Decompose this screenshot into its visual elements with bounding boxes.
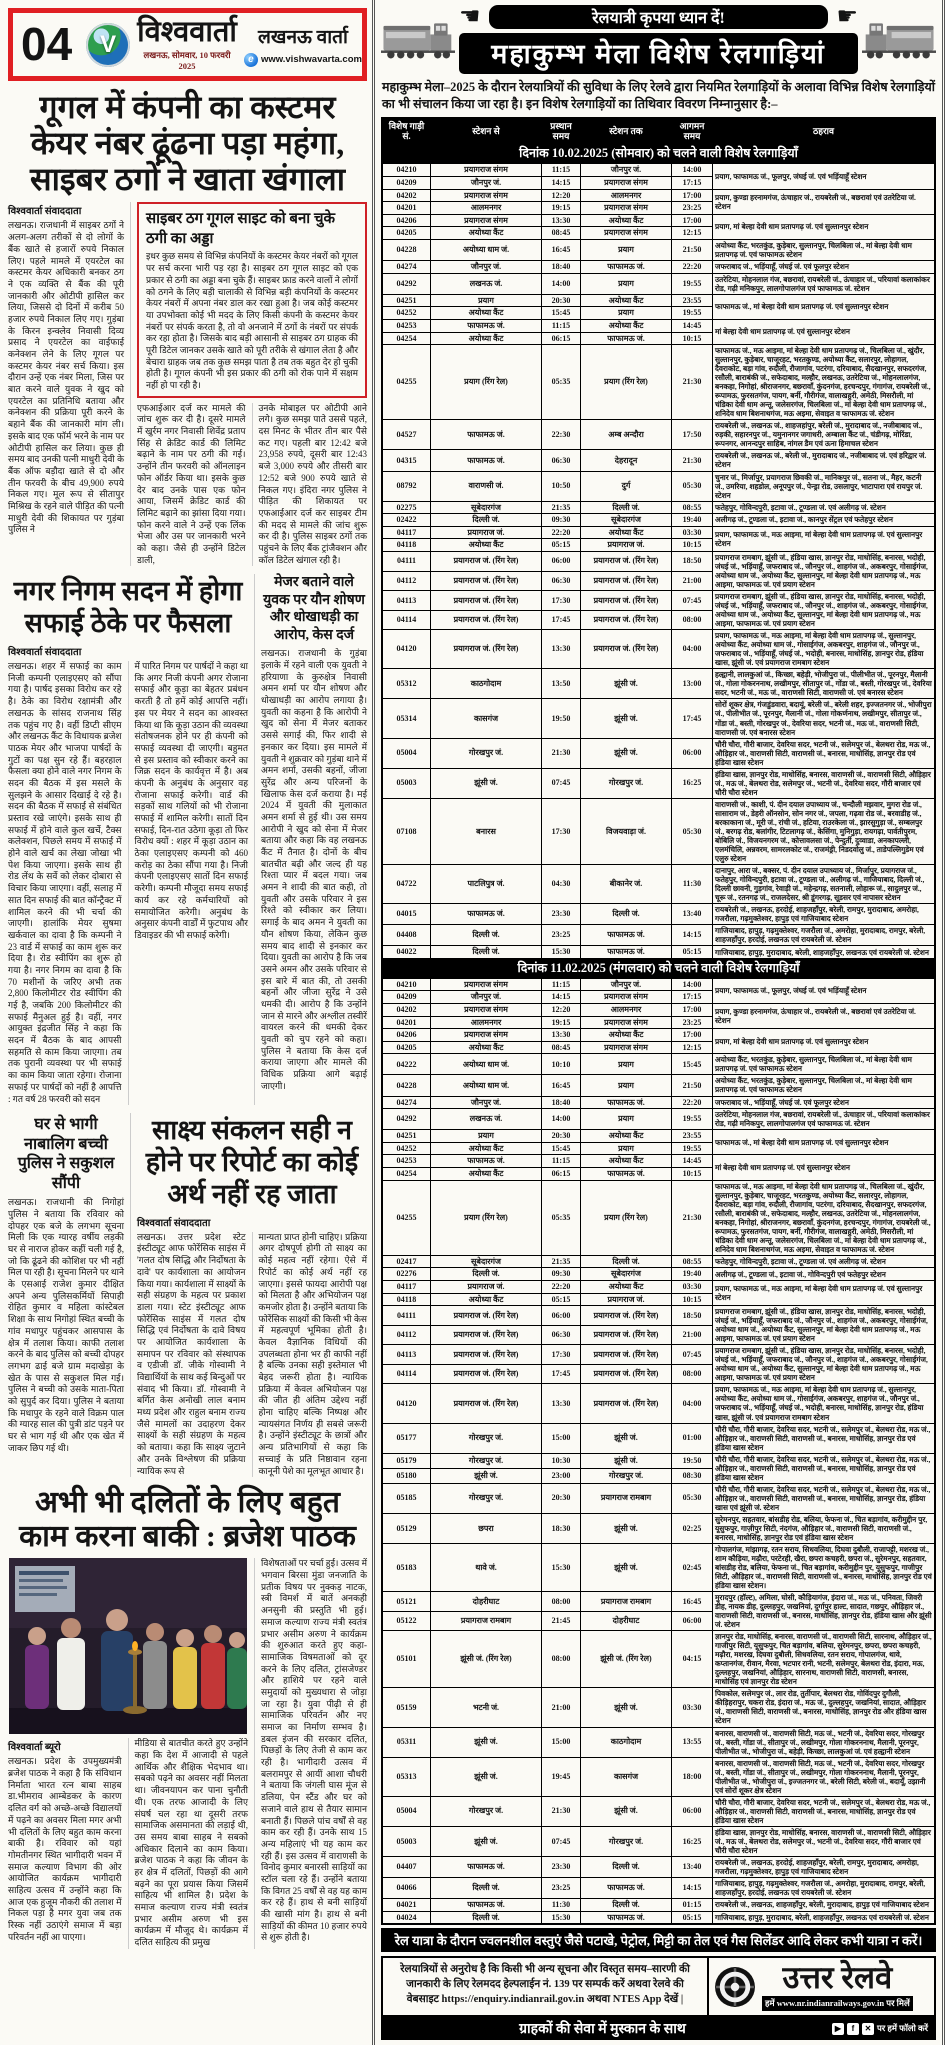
date-section-header: दिनांक 11.02.2025 (मंगलवार) को चलने वाली विशेष रेलगाड़ियाँ	[382, 958, 935, 978]
article-column: मान्यता प्राप्त होनी चाहिए। प्रक्रिया अगर दोषपूर्ण होगी तो साक्ष्य का कोई महत्व नहीं रहेगा। ऐसे में रिपोर्ट का कोई अर्थ नहीं रह जाएगा। इससे फायदा आरोपी पक्ष को मिलता है और अभियोजन पक्ष कमजोर होता है। उन्होंने बताया कि फोरेंसिक साक्ष्यों की किसी भी केस में महत्वपूर्ण भूमिका होती है। केवल वैज्ञानिक विधियों की उपलब्धता होना भर ही काफी नहीं है बल्कि उनका सही इस्तेमाल भी बेहद जरूरी होता है। न्यायिक प्रक्रिया में केवल अभियोजन पक्ष की जीत ही अंतिम उद्देश्य नहीं होना चाहिए बल्कि निष्पक्ष और न्यायसंगत निर्णय ही सबसे जरूरी है। उन्होंने इंस्टीट्यूट के छात्रों और अन्य प्रतिभागियों से कहा कि सच्चाई के प्रति निष्ठावान रहना कानूनी पेशे का मूलभूत आधार है।	[252, 1232, 368, 1477]
train-row: 04118 अयोध्या कैंट 05:15 प्रयागराज जं. 10:15	[382, 1293, 935, 1306]
train-row: 05180 झूंसी जं. 23:00 गोरखपुर जं. 08:30	[382, 1468, 935, 1483]
train-row: 04205 अयोध्या कैंट 08:45 प्रयागराज संगम 12:15	[382, 227, 935, 240]
train-row: 04255 प्रयाग (रिंग रेल) 05:35 प्रयाग (रिंग रेल) 21:30 फाफामऊ जं., मऊ आइमा, मां बेल्हा देवी धाम प्रतापगढ़ जं., चिलबिला जं., खुंदौर, सुल्तानपुर, कुड़ेबार, चाजूरहट, भरतकुण्ड, अयोध्या कैंट, सलारपुर, लोहागल, दैवराकोट, बड़ा गांव, रुदौली, रौजागांव, पटरंगा, दरियाबाद, सैदखानपुर, सफदरगंज, रसौली, बाराबंकी जं., सफेदाबाद, मल्हौर, लखनऊ, उतरेटिया जं., मोहनलालगंज, बनकहा, निगोहां, श्रीराजनगर, बछरावाँ, कुंदनगंज, हरचन्दपुर, गंगागंज, रायबरेली जं., रूपामऊ, फुरसतगंज, पायग, बर्नी, गौरीगंज, वालाखहुरी, अमेठी, मिसरौली, मां चंडिका देवी धाम अन्तू, जलेसरगंज, चिलबिला जं., मां बेल्हा देवी धाम प्रतापगढ़ जं., शनिदेव धाम बिशनाथगंज, मऊ अइमा, सेवाइत व फाफामऊ जं. स्टेशन	[382, 1180, 935, 1255]
rail-intro-text: महाकुम्भ मेला–2025 के दौरान रेलयात्रियों की सुविधा के लिए रेलवे द्वारा नियमित रेलगाड़ियों के अलावा विभिन्न विशेष रेलगाड़ियों का भी संचालन किया जा रहा है। इन विशेष रेलगाड़ियों का तिथिवार विवरण निम्नानुसार है:–	[382, 80, 935, 111]
train-row: 04112 प्रयागराज जं. (रिंग रेल) 06:30 प्रयागराज जं. (रिंग रेल) 21:00	[382, 1325, 935, 1345]
rail-table	[381, 117, 936, 1925]
train-row: 02275 सूबेदारगंज 21:35 दिल्ली जं. 08:55 फतेहपुर, गोविन्दपुरी, इटावा जं., टूण्डला जं. एवं अलीगढ़ जं. स्टेशन	[382, 501, 935, 514]
train-row: 04112 प्रयागराज जं. (रिंग रेल) 06:30 प्रयागराज जं. (रिंग रेल) 21:00	[382, 571, 935, 591]
train-row: 07108 बनारस 17:30 विजयवाड़ा जं. 05:30 वाराणसी जं., काशी, पं. दीन दयाल उपाध्याय जं., चन्दौली मझवार, मुगरा रोड जं., सासाराम जं., डेहरी ऑनसोन, सोन नगर जं., जपला, गढ़वा रोड जं., बरवाडीह जं., बरकाकाना जं., मूरी जं., रांची जं., हटिया, राउरकेला जं., झारसुगुड़ा जं., सम्बलपुर जं., बरगढ़ रोड, बलांगीर, टिटलागढ़ जं., केसिंगा, मुनिगुड़ा, रायगढ़ा, पार्वतीपुरम, बोबिलि जं., विजयनगरम जं., कोत्तावलसा जं., पेन्दुर्ती, दुव्वाडा, अनकापल्ली, एलमंचिलि, अन्नवरम, सामरलकोट जं., राजमंड्री, निडदवोलु जं., ताडेपल्लिगुडेम एवं एलुरु स्टेशन	[382, 798, 935, 864]
train-row: 04024 दिल्ली जं. 15:30 फाफामऊ जं. 05:15 गाजियाबाद, हापुड़, मुरादाबाद, बरेली, शाहजहाँपुर, लखनऊ एवं रायबरेली जं. स्टेशन	[382, 1911, 935, 1924]
facebook-icon[interactable]: f	[847, 2023, 859, 2035]
train-row: 04117 प्रयागराज जं. 22:20 अयोध्या कैंट 03:30 प्रयाग, फाफामऊ जं., मऊ आइमा, मां बेल्हा देवी धाम प्रतापगढ़ जं. एवं सुल्तानपुर स्टेशन	[382, 526, 935, 539]
train-row: 05101 झूंसी जं. (रिंग रेल) 08:00 झूंसी जं. (रिंग रेल) 04:15 ज्ञानपुर रोड, माधोसिंह, बनारस, वाराणसी जं., वाराणसी सिटी, सारनाथ, औड़िहार जं., गाजीपुर सिटी, यूसुफपुर, चित बड़ागांव, बलिया, सुरेमनपुर, छपरा, छपरा कचहरी, मढ़ौरा, मशरख, दिघवा दुबौली, सिधवलिया, रतन सराय, गोपालगंज, थावे, कप्तानगंज, रीवान, मैरवा, भटपार रानी, भटनी, सलेमपुर, बेलथरा रोड, इंदारा, मऊ, दुल्लहपुर, जखनियां, औड़िहार, सारनाथ, वाराणसी सिटी, वाराणसी, बनारस, माधोसिंह एवं ज्ञानपुर रोड स्टेशन	[382, 1631, 935, 1688]
train-row: 04253 फाफामऊ जं. 11:15 अयोध्या कैंट 14:45 मां बेल्हा देवी धाम प्रतापगढ़ जं. एवं सुल्तानपुर स्टेशन	[382, 1155, 935, 1168]
right-pointing-hand-icon: ☛	[836, 4, 858, 30]
article-nagar-nigam	[8, 574, 248, 1105]
article-column: में पारित निगम पर पार्षदों ने कहा था कि अगर निजी कंपनी अगर रोजाना सफाई और कूड़ा का बेहतर प्रबंधन करती है तो हमें कोई आपत्ति नहीं। इस पर मेयर ने सदन का आश्वस्त किया था कि कूड़ा उठान की व्यवस्था संतोषजनक होने पर ही कंपनी को सफाई व्यवस्था दी जाएगी। बहुमत से इस प्रस्ताव को स्वीकार करने का जिक्र सदन के कार्यवृत्त में है। अब कंपनी के अनुबंध के अनुसार वह रोजाना सफाई करेगी। वार्ड की सड़कों साथ गलियों को भी रोजाना सफाई में शामिल करेगी। सातों दिन सफाई, दिन-रात उठेगा कूड़ा तो फिर विरोध क्यों : शहर में कूड़ा उठान का ठेका एलाइएसए कम्पनी को 460 करोड़ का ठेका सौंपा गया है। निजी कंपनी एलाइएसए सातों दिन सफाई करेगी। कम्पनी मौजूदा समय सफाई कार्य कर रहे कर्मचारियों को समायोजित करेगी। अनुबंध के अनुसार कंपनी वार्डों में फुटपाथ और डिवाइडर की भी सफाई करेगी।	[128, 661, 249, 1105]
train-row: 04209 जौनपुर जं. 14:15 प्रयागराज संगम 17:15	[382, 991, 935, 1004]
column-header: विशेष गाड़ी सं.	[382, 118, 431, 144]
article-minor-girl	[8, 1113, 124, 1477]
train-row: 04120 प्रयागराज जं. (रिंग रेल) 13:30 प्रयागराज जं. (रिंग रेल) 04:00 प्रयाग, फाफामऊ जं., मऊ आइमा, मां बेल्हा देवी धाम प्रतापगढ़ जं., सुल्तानपुर, अयोध्या कैंट, अयोध्या धाम जं., गोसाईगंज, अकबरपुर, शाहगंज जं., जौनपुर जं., जफराबाद जं., भड़िंयाहूँ, जंघई जं., भदोही, बनारस, माधोसिंह, ज्ञानपुर रोड, हंडिया खास, झूंसी जं. एवं प्रयागराज रामबाग स्टेशन	[382, 630, 935, 669]
date-section-row	[382, 144, 935, 164]
train-row: 04022 दिल्ली जं. 15:30 फाफामऊ जं. 05:15 गाजियाबाद, हापुड़, मुरादाबाद, बरेली, शाहजहाँपुर, लखनऊ एवं रायबरेली जं. स्टेशन	[382, 946, 935, 959]
train-row: 04206 प्रयागराज संगम 13:30 अयोध्या कैंट 17:00 प्रयाग, मां बेल्हा देवी धाम प्रतापगढ़ जं. एवं सुल्तानपुर स्टेशन	[382, 1029, 935, 1042]
train-row: 04254 अयोध्या कैंट 06:15 फाफामऊ जं. 10:15	[382, 1167, 935, 1180]
article-cyber-fraud	[8, 90, 367, 566]
train-row: 04021 फाफामऊ जं. 11:30 दिल्ली जं. 01:15 रायबरेली जं., लखनऊ, शाहजहाँपुर, बरेली, मुरादाबाद, हापुड़ एवं गाजियाबाद स्टेशन	[382, 1899, 935, 1912]
youtube-icon[interactable]: ▶	[832, 2023, 844, 2035]
train-row: 04111 प्रयागराज जं. (रिंग रेल) 06:00 प्रयागराज जं. (रिंग रेल) 18:50 प्रयागराज रामबाग, झूंसी जं., हंडिया खास, ज्ञानपुर रोड, माधोसिंह, बनारस, भदोही, जंघई जं., भड़िंयाहूँ, जफराबाद जं., जौनपुर जं., शाहगंज जं., अकबरपुर, गोसाईगंज, अयोध्या धाम जं., अयोध्या कैंट, सुल्तानपुर, मां बेल्हा देवी धाम प्रतापगढ़ जं., मऊ आइमा, फाफामऊ जं. एवं प्रयाग स्टेशन	[382, 1306, 935, 1326]
article-major-fraud	[254, 574, 367, 1105]
train-row: 04118 अयोध्या कैंट 05:15 प्रयागराज जं. 10:15	[382, 539, 935, 552]
railway-notice-section	[372, 0, 942, 2045]
date-section-header: दिनांक 10.02.2025 (सोमवार) को चलने वाली विशेष रेलगाड़ियाँ	[382, 144, 935, 164]
train-image-icon	[381, 17, 455, 63]
rail-notice-bar: रेलयात्री कृपया ध्यान दें!	[489, 5, 829, 29]
train-row: 04117 प्रयागराज जं. 22:20 अयोध्या कैंट 03:30 प्रयाग, फाफामऊ जं., मऊ आइमा, मां बेल्हा देवी धाम प्रतापगढ़ जं. एवं सुल्तानपुर स्टेशन	[382, 1280, 935, 1293]
rail-footer-tagline-bar	[381, 2017, 936, 2040]
edition-name: लखनऊ वार्ता	[258, 26, 348, 48]
train-row: 05122 प्रयागराज रामबाग 21:45 दोहरीघाट 06:00	[382, 1611, 935, 1631]
train-row: 05183 थावे जं. 15:30 झूंसी जं. 02:45 गोपालगंज, मांझागढ़, रतन सराय, सिधवलिया, दिघवा दुबौली, राजापट्टी, मशरख जं., शाम कौड़िया, मढ़ौरा, परटेरही, खैरा, छपरा कचहरी, छपरा जं., सुरेमनपुर, सहतवार, बांसडीह रोड, बलिया, फेफना जं., चित बड़ागांव, करीमुद्दीन पुर, यूसुफपुर, गाजीपुर सिटी, औड़िहार जं., वाराणसी सिटी, वाराणसी जं., बनारस, माधोसिंह, ज्ञानपुर रोड एवं हंडिया खास स्टेशन।	[382, 1543, 935, 1591]
article-headline: अभी भी दलितों के लिए बहुत काम करना बाकी : ब्रजेश पाठक	[19, 1486, 356, 1553]
train-row: 05003 झूंसी जं. 07:45 गोरखपुर जं. 16:25 हंडिया खास, ज्ञानपुर रोड, माधोसिंह, बनारस, वाराणसी जं., वाराणसी सिटी, औड़िहार जं., मऊ जं., बेलथरा रोड, सलेमपुर जं., भटनी जं., देवरिया सदर, गौरी बाजार एवं चौरी चौरा स्टेशन	[382, 1826, 935, 1856]
article-column: लखनऊ। शहर में सफाई का काम निजी कम्पनी एलाइएसए को सौंपा गया है। पार्षद इसका विरोध कर रहे है। ठेके का विरोध रक्षामंत्री और लखनऊ के सांसद राजनाथ सिंह तक पहुंच गए है। वहीं डिप्टी सीएम और लखनऊ कैंट के विधायक ब्रजेश पाठक मेयर और भाजपा पार्षदों के गुटों का पक्ष सुन रहे हैं। बहरहाल फैसला क्या होने वाले नगर निगम के सदन की बैठक में इस मसले के सुलझने के आसार दिखाई दे रहे है। सदन की बैठक में सफाई से संबंधित प्रस्ताव रखे जाएंगे। इसके साथ ही सफाई में होने वाले कुल खर्चे, टैक्स कलेक्शन, पिछले समय में सफाई में होने वाले खर्च का लेखा जोखा भी पेश किया जाएगा। इसके साथ ही रोड लेंथ के सर्वे को लेकर दोबारा से विचार किया जाएगा। वहीं, सलाह में सात दिन सफाई की बात कॉन्ट्रैक्ट में शामिल करने की भी चर्चा की जाएगी। हालांकि मेयर सुषमा खर्कवाल का दावा है कि कम्पनी ने 23 वार्ड में सफाई का काम शुरू कर दिया है। रोड स्वीपिंग का शुरू हो गया है। नगर निगम का दावा है कि 70 मशीनों के जरिए अभी तक 2,800 किलोमीटर रोड स्वीपिंग की गई है, जबकि 200 किलोमीटर की सफाई मैनुअल हुई है। वहीं, नगर आयुक्त इंद्रजीत सिंह ने कहा कि सदन में बैठक के बाद आपसी सहमति से काम किया जाएगा। तब तक पुरानी व्यवस्था पर भी सफाई का काम किया जाता रहेगा। रोजाना सफाई पर पार्षदों को नहीं है आपत्ति : गत वर्ष 28 फरवरी को सदन	[8, 661, 122, 1104]
train-row: 04201 आलमनगर 19:15 प्रयागराज संगम 23:25	[382, 202, 935, 215]
train-row: 04228 अयोध्या धाम जं. 16:45 प्रयाग 21:50 अयोध्या कैंट, भरतकुंड, कुड़ेबार, सुल्तानपुर, चिलबिला जं., मां बेल्हा देवी धाम प्रतापगढ़ जं. एवं फाफामऊ स्टेशन	[382, 240, 935, 261]
train-row: 04274 जौनपुर जं. 18:40 फाफामऊ जं. 22:20 जफराबाद जं., भड़िंयाहूँ, जंघई जं. एवं फूलपुर स्टेशन	[382, 261, 935, 274]
paper-name: विश्ववार्ता	[137, 16, 237, 48]
train-row: 04722 पाटलिपुत्र जं. 04:30 बीकानेर जं. 11:30 दानापुर, आरा जं., बक्सर, पं. दीन दयाल उपाध्याय जं., मिर्जापुर, प्रयागराज जं., फतेहपुर, गोविन्दपुरी, इटावा जं., टूण्डला जं., अलीगढ़ जं., गाजियाबाद, दिल्ली जं., दिल्ली छावनी, गुड़गांव, रेवाड़ी जं., महेन्द्रगढ़, सतनाली, लोहारू जं., सादुलपुर जं., चूरू जं., रतनगढ़ जं., राजलदेसर, श्री डूंगरगढ़, सूडसर एवं नापासर स्टेशन	[382, 864, 935, 903]
left-pointing-hand-icon: ☚	[459, 4, 481, 30]
train-row: 05312 काठगोदाम 13:50 झूंसी जं. 13:00 हल्द्वानी, लालकुआं जं., किच्छा, बहेड़ी, भोजीपुरा जं., पीलीभीत जं., पूरनपुर, मैलानी जं., गोला गोकरननाथ, लखीमपुर, सीतापुर जं., गोंडा जं., बस्ती, गोरखपुर जं., देवरिया सदर, भटनी जं., मऊ जं., वाराणसी सिटी, वाराणसी जं. एवं बनारस स्टेशन	[382, 669, 935, 699]
article-forensic	[130, 1113, 367, 1477]
rail-footer-note: रेलयात्रियों से अनुरोध है कि किसी भी अन्य सूचना और विस्तृत समय–सारणी की जानकारी के लिए रेलमदद हेल्पलाईन नं. 139 पर सम्पर्क करें अथवा रेलवे की वेबसाइट https://enquiry.indianrail.gov.in अथवा NTES App देखें |	[383, 1958, 709, 2015]
train-row: 04202 प्रयागराज संगम 12:20 आलमनगर 17:00 प्रयाग, कुण्डा हरनामगंज, ऊंचाहार जं., रायबरेली जं., बछरावां एवं उतरेटिया जं. स्टेशन	[382, 189, 935, 202]
train-row: 05313 झूंसी जं. 19:45 कासगंज 18:00 बनारस, वाराणसी जं., वाराणसी सिटी, मऊ जं., भटनी जं., देवरिया सदर, गोरखपुर जं., बस्ती, गोंडा जं., सीतापुर जं., लखीमपुर, गोला गोकरननाथ, मैलानी, पूरनपुर, पीलीभीत जं., भोजीपुरा जं., इज्जतनगर जं., बरेली सिटी, बरेली जं., बदायूँ, उझानी एवं सोरों शूकर क्षेत्र स्टेशन	[382, 1757, 935, 1796]
column-header: स्टेशन तक	[581, 118, 672, 144]
byline: विश्ववार्ता ब्यूरो	[8, 1742, 61, 1754]
train-image-icon	[862, 17, 936, 63]
train-row: 04527 फाफामऊ जं. 22:30 अम्ब अन्दौरा 17:50 रायबरेली जं., लखनऊ जं., शाहजहांपुर, बरेली जं., मुरादाबाद जं., नजीबाबाद जं., रुड़की, सहारनपुर जं., यमुनानगर जगाधरी, अम्बाला कैंट जं., चंडीगढ़, मोरिंडा, रूपनगर, आनन्दपुर साहिब, नांगल डैम एवं ऊना हिमाचल स्टेशन	[382, 420, 935, 450]
masthead	[8, 8, 367, 81]
train-row: 04202 प्रयागराज संगम 12:20 आलमनगर 17:00 प्रयाग, कुण्डा हरनामगंज, ऊंचाहार जं., रायबरेली जं., बछरावां एवं उतरेटिया जं. स्टेशन	[382, 1004, 935, 1017]
article-body: लखनऊ। राजधानी की निगोहां पुलिस ने बताया कि रविवार को दोपहर एक बजे के लगभग सूचना मिली कि एक ग्यारह वर्षीय लड़की घर से नाराज होकर कहीं चली गई है, जो कि ढूंढने की कोशिश पर भी नहीं मिल पा रही है। सूचना मिलने पर थाने के एसआई राजेश कुमार दीक्षित अपने अन्य पुलिसकर्मियों सिपाही रोहित कुमार व महिला कांस्टेबल शिक्षा के साथ निगोहां स्थित बच्ची के गांव मधापुर पहुंचकर आसपास के क्षेत्र में तलाश किया। काफी तलाश करने के बाद पुलिस को बच्ची दोपहर लगभग ढाई बजे ग्राम मदाखेड़ा के खेत के पास से सकुशल मिल गई। पुलिस ने बच्ची को उसके माता-पिता को सुपुर्द कर दिया। पुलिस ने बताया कि मधापुर के रहने वाले विक्रम पाल की ग्यारह साल की पुत्री डांट पड़ने पर घर से भाग गई थी और एक खेत में जाकर छिप गई थी।	[8, 1197, 124, 1453]
article-column: लखनऊ। राजधानी में साइबर ठगों ने अलग-अलग तरीकों से दो लोगों के बैंक खाते से हजारों रुपये निकाल लिए। पहले मामले में एयरटेल का कस्टमर केयर अधिकारी बनकर ठग ने एक व्यक्ति से बैंक की पूरी जानकारी और ओटीपी हासिल कर लिया, जिससे दो दिनों में करीब 50 हजार रुपये निकाल लिए गए। गुड़ंबा के किरन इन्क्लेव निवासी दिव्य प्रसाद ने एयरटेल का वाईफाई कनेक्शन लेने के लिए गूगल पर कस्टमर केयर नंबर सर्च किया। इस दौरान उन्हें एक नंबर मिला, जिस पर बात करने वाले युवक ने खुद को एयरटेल का प्रतिनिधि बताया और कनेक्शन की प्रक्रिया पूरी करने के बहाने बैंक की जानकारी मांग ली। इसके बाद एक फॉर्म भरने के नाम पर ओटीपी हासिल कर लिया। कुछ ही समय बाद उनकी पत्नी माधुरी देवी के बैंक ऑफ बड़ौदा खाते से दो और तीन फरवरी के बीच 49,900 रुपये निकल गए। मूल रूप से सीतापुर मिश्रिख के रहने वाले पीड़ित की पत्नी माधुरी देवी की शिकायत पर गुड़ंबा पुलिस ने	[8, 220, 124, 535]
train-row: 04206 प्रयागराज संगम 13:30 अयोध्या कैंट 17:00 प्रयाग, मां बेल्हा देवी धाम प्रतापगढ़ जं. एवं सुल्तानपुर स्टेशन	[382, 214, 935, 227]
byline: विश्ववार्ता संवाददाता	[8, 206, 82, 218]
newspaper-left-section	[0, 0, 372, 2045]
train-row: 04113 प्रयागराज जं. (रिंग रेल) 17:30 प्रयागराज जं. (रिंग रेल) 07:45 प्रयागराज रामबाग, झूंसी जं., हंडिया खास, ज्ञानपुर रोड, माधोसिंह, बनारस, भदोही, जंघई जं., भड़िंयाहूँ, जफराबाद जं., जौनपुर जं., शाहगंज जं., अकबरपुर, गोसाईगंज, अयोध्या धाम जं., अयोध्या कैंट, सुल्तानपुर, मां बेल्हा देवी धाम प्रतापगढ़ जं., मऊ आइमा, फाफामऊ जं. एवं प्रयाग स्टेशन	[382, 1345, 935, 1365]
service-tagline: ग्राहकों की सेवा में मुस्कान के साथ	[519, 2022, 686, 2038]
nr-website[interactable]: हमें www.nr.indianrailways.gov.in पर मिलें	[762, 1996, 913, 2011]
byline: विश्ववार्ता संवाददाता	[8, 647, 82, 659]
train-row: 04114 प्रयागराज जं. (रिंग रेल) 17:45 प्रयागराज जं. (रिंग रेल) 08:00	[382, 610, 935, 630]
rail-footer	[381, 1956, 936, 2017]
northern-railway-name: उत्तर रेलवे	[782, 1960, 893, 1996]
highlight-box	[137, 202, 367, 397]
column-header: ठहराव	[713, 118, 936, 144]
train-row: 04113 प्रयागराज जं. (रिंग रेल) 17:30 प्रयागराज जं. (रिंग रेल) 07:45 प्रयागराज रामबाग, झूंसी जं., हंडिया खास, ज्ञानपुर रोड, माधोसिंह, बनारस, भदोही, जंघई जं., भड़िंयाहूँ, जफराबाद जं., जौनपुर जं., शाहगंज जं., अकबरपुर, गोसाईगंज, अयोध्या धाम जं., अयोध्या कैंट, सुल्तानपुर, मां बेल्हा देवी धाम प्रतापगढ़ जं., मऊ आइमा, फाफामऊ जं. एवं प्रयाग स्टेशन	[382, 591, 935, 611]
train-row: 05004 गोरखपुर जं. 21:30 झूंसी जं. 06:00 चौरी चौरा, गौरी बाजार, देवरिया सदर, भटनी जं., सलेमपुर जं., बेलथरा रोड, मऊ जं., औड़िहार जं., वाराणसी सिटी, वाराणसी जं., बनारस, माधोसिंह, ज्ञानपुर रोड एवं हंडिया खास स्टेशन	[382, 738, 935, 768]
article-column: लखनऊ। उत्तर प्रदेश स्टेट इंस्टीट्यूट आफ फोरेंसिक साइंस में 'गलत दोष सिद्धि और निर्दोषता के दावे' पर कार्यशाला का आयोजन किया गया। कार्यशाला में साक्ष्यों के सही संग्रहण के महत्व पर प्रकाश डाला गया। स्टेट इंस्टीट्यूट आफ फोरेंसिक साइंस में गलत दोष सिद्धि एवं निर्दोषता के दावे विषय पर आयोजित कार्यशाला के समापन पर रविवार को संस्थापक व एडीजी डॉ. जीके गोस्वामी ने विद्यार्थियों के साथ कई बिन्दुओं पर संवाद भी किया। डॉ. गोस्वामी ने बर्गित केस अनोखी लाल बनाम मध्य प्रदेश और राहुल बनाम राज्य जैसे मामलों का उदाहरण देकर साक्ष्यों के सही संग्रहण के महत्व को बताया। कहा कि साक्ष्य जुटाने और उनके विश्लेषण की प्रक्रिया न्यायिक रूप से	[137, 1231, 246, 1476]
train-row: 04222 अयोध्या धाम जं. 10:10 प्रयाग 15:45 अयोध्या कैंट, भरतकुंड, कुड़ेबार, सुल्तानपुर, चिलबिला जं., मां बेल्हा देवी धाम प्रतापगढ़ जं. एवं फाफामऊ स्टेशन	[382, 1054, 935, 1075]
follow-text: पर हमें फॉलो करें	[876, 2023, 928, 2034]
train-row: 04209 जौनपुर जं. 14:15 प्रयागराज संगम 17:15	[382, 177, 935, 190]
rail-title-bar: महाकुम्भ मेला विशेष रेलगाड़ियां	[459, 33, 858, 74]
train-row: 04255 प्रयाग (रिंग रेल) 05:35 प्रयाग (रिंग रेल) 21:30 फाफामऊ जं., मऊ आइमा, मां बेल्हा देवी धाम प्रतापगढ़ जं., चिलबिला जं., खुंदौर, सुल्तानपुर, कुड़ेबार, चाजूरहट, भरतकुण्ड, अयोध्या कैंट, सलारपुर, लोहागल, दैवराकोट, बड़ा गांव, रुदौली, रौजागांव, पटरंगा, दरियाबाद, सैदखानपुर, सफदरगंज, रसौली, बाराबंकी जं., सफेदाबाद, मल्हौर, लखनऊ, उतरेटिया जं., मोहनलालगंज, बनकहा, निगोहां, श्रीराजनगर, बछरावाँ, कुंदनगंज, हरचन्दपुर, गंगागंज, रायबरेली जं., रूपामऊ, फुरसतगंज, पायग, बर्नी, गौरीगंज, वालाखहुरी, अमेठी, मिसरौली, मां चंडिका देवी धाम अन्तू, जलेसरगंज, चिलबिला जं., मां बेल्हा देवी धाम प्रतापगढ़ जं., शनिदेव धाम बिशनाथगंज, मऊ अइमा, सेवाइत व फाफामऊ जं. स्टेशन	[382, 345, 935, 420]
train-row: 02276 दिल्ली जं. 09:30 सूबेदारगंज 19:40 अलीगढ़ जं., टूण्डला जं., इटावा जं., गोविन्दपुरी एवं फतेहपुर स्टेशन	[382, 1268, 935, 1281]
article-headline: गूगल में कंपनी का कस्टमर केयर नंबर ढूंढना पड़ा महंगा, साइबर ठगों ने खाता खंगाला	[29, 89, 346, 197]
train-row: 05121 दोहरीघाट 08:00 प्रयागराज रामबाग 16:45 मुरादपुर (हॉल्ट), अमिला, घोसी, कौड़ियागंज, इंदारा जं., मऊ जं., पनिवता, जिवरी डीह, नायक डीह, दुल्लहपुर, जखनियां, दुर्गापुर हाल्ट, सादात, गछपुर, औड़िहार जं., वाराणसी सिटी, वाराणसी जं., बनारस, माधोसिंह, ज्ञानपुर रोड, हंडिया खास और झूंसी जं. स्टेशन	[382, 1592, 935, 1612]
train-row: 04111 प्रयागराज जं. (रिंग रेल) 06:00 प्रयागराज जं. (रिंग रेल) 18:50 प्रयागराज रामबाग, झूंसी जं., हंडिया खास, ज्ञानपुर रोड, माधोसिंह, बनारस, भदोही, जंघई जं., भड़िंयाहूँ, जफराबाद जं., जौनपुर जं., शाहगंज जं., अकबरपुर, गोसाईगंज, अयोध्या धाम जं., अयोध्या कैंट, सुल्तानपुर, मां बेल्हा देवी धाम प्रतापगढ़ जं., मऊ आइमा, फाफामऊ जं. एवं प्रयाग स्टेशन	[382, 551, 935, 571]
northern-railway-emblem-icon	[714, 1966, 756, 2008]
train-row: 05311 झूंसी जं. 15:00 काठगोदाम 13:55 बनारस, वाराणसी जं., वाराणसी सिटी, मऊ जं., भटनी जं., देवरिया सदर, गोरखपुर जं., बस्ती, गोंडा जं., सीतापुर जं., लखीमपुर, गोला गोकरननाथ, मैलानी, पूरनपुर, पीलीभीत जं., भोजीपुरा जं., बहेड़ी, किच्छा, लालकुआं जं. एवं हल्द्वानी स्टेशन	[382, 1727, 935, 1757]
train-row: 04254 अयोध्या कैंट 06:15 फाफामऊ जं. 10:15	[382, 332, 935, 345]
train-row: 02422 दिल्ली जं. 09:30 सूबेदारगंज 19:40 अलीगढ़ जं., टूण्डला जं., इटावा जं., कानपुर सेंट्रल एवं फतेहपुर स्टेशन	[382, 514, 935, 527]
train-row: 05004 गोरखपुर जं. 21:30 झूंसी जं. 06:00 चौरी चौरा, गौरी बाजार, देवरिया सदर, भटनी जं., सलेमपुर जं., बेलथरा रोड, मऊ जं., औड़िहार जं., वाराणसी सिटी, वाराणसी जं., बनारस, माधोसिंह, ज्ञानपुर रोड एवं हंडिया खास स्टेशन	[382, 1796, 935, 1826]
vishwavarta-logo-icon: V	[86, 23, 130, 67]
column-header: आगमन समय	[672, 118, 713, 144]
event-photo	[8, 1558, 248, 1734]
train-row: 04274 जौनपुर जं. 18:40 फाफामऊ जं. 22:20 जफराबाद जं., भड़िंयाहूँ, जंघई जं. एवं फूलपुर स्टेशन	[382, 1096, 935, 1109]
article-dalit	[8, 1486, 367, 1949]
page-number: 04	[21, 17, 73, 70]
rail-warning-bar: रेल यात्रा के दौरान ज्वलनशील वस्तुएं जैसे पटाखे, पेट्रोल, मिट्टी का तेल एवं गैस सिलेंडर आदि लेकर कभी यात्रा न करें।	[381, 1928, 936, 1952]
train-row: 05314 कासगंज 19:50 झूंसी जं. 17:45 सोरों शूकर क्षेत्र, गंजडुंडवारा, बदायूं, बरेली जं., बरेली शहर, इज्जतनगर जं., भोजीपुरा जं., पीलीभीत जं., पूरनपुर, मैलानी जं., गोला गोकर्णनाथ, लखीमपुर, सीतापुर जं., गोंडा जं., बस्ती, गोरखपुर जं., देवरिया सदर, भटनी जं., मऊ जं., वाराणसी सिटी, वाराणसी जं. एवं बनारस स्टेशन	[382, 699, 935, 738]
train-row: 04015 फाफामऊ जं. 23:30 दिल्ली जं. 13:40 रायबरेली जं., लखनऊ, हरदोई, शाहजहाँपुर, बरेली, रामपुर, मुरादाबाद, अमरोहा, गजरौला, गढ़मुक्तेश्वर, हापुड़ एवं गाजियाबाद स्टेशन	[382, 904, 935, 925]
train-row: 04210 प्रयागराज संगम 11:15 जौनपुर जं. 14:00 प्रयाग, फाफामऊ जं., फूलपुर, जंघई जं. एवं भड़िंयाहूँ स्टेशन	[382, 164, 935, 177]
article-headline: साक्ष्य संकलन सही न होने पर रिपोर्ट का कोई अर्थ नहीं रह जाता	[145, 1115, 359, 1209]
column-header: प्रस्थान समय	[542, 118, 581, 144]
dateline: लखनऊ, सोमवार, 10 फरवरी 2025	[143, 50, 231, 71]
train-row: 05177 गोरखपुर जं. 15:00 झूंसी जं. 01:00 चौरी चौरा, गौरी बाजार, देवरिया सदर, भटनी जं., सलेमपुर जं., बेलथरा रोड, मऊ जं., औड़िहार जं., वाराणसी सिटी, वाराणसी जं., बनारस, माधोसिंह, ज्ञानपुर रोड एवं हंडिया खास स्टेशन	[382, 1423, 935, 1453]
browser-icon: e	[244, 53, 258, 67]
train-row: 04228 अयोध्या धाम जं. 16:45 प्रयाग 21:50 अयोध्या कैंट, भरतकुंड, कुड़ेबार, सुल्तानपुर, चिलबिला जं., मां बेल्हा देवी धाम प्रतापगढ़ जं. एवं फाफामऊ स्टेशन	[382, 1075, 935, 1096]
article-column: लखनऊ। प्रदेश के उपमुख्यमंत्री ब्रजेश पाठक ने कहा है कि संविधान निर्माता भारत रत्न बाबा साहब डा.भीमराव आम्बेडकर के कारण दलित वर्ग को अच्छे-अच्छे विद्यालयों में पढ़ने का अवसर मिला मगर अभी भी दलितों के लिए बहुत काम करना बाकी है। रविवार को यहां गोमतीनगर स्थित भागीदारी भवन में समाज कल्याण विभाग की ओर आयोजित कार्यक्रम भागीदारी साहित्य उत्सव में उन्होंने कहा कि आज एक हुजूम नौकरी की तलाश में निकल पड़ा है मगर युवा जब तक रिस्क नहीं उठाएंगे समाज में बड़ा परिवर्तन नहीं आ पाएगा।	[8, 1756, 122, 1942]
train-row: 04408 दिल्ली जं. 23:25 फाफामऊ जं. 14:15 गाजियाबाद, हापुड़, गढ़मुक्तेश्वर, गजरौला जं., अमरोहा, मुरादाबाद, रामपुर, बरेली, शाहजहाँपुर, हरदोई, लखनऊ एवं रायबरेली जं. स्टेशन	[382, 925, 935, 946]
article-headline: घर से भागी नाबालिग बच्ची पुलिस ने सकुशल सौंपी	[17, 1116, 115, 1192]
rail-table-header-row	[382, 118, 935, 144]
train-row: 04251 प्रयाग 20:30 अयोध्या कैंट 23:55 फाफामऊ जं., मां बेल्हा देवी धाम प्रतापगढ़ जं. एवं सुल्तानपुर स्टेशन	[382, 1130, 935, 1143]
train-row: 04292 लखनऊ जं. 14:00 प्रयाग 19:55 उतरेटिया, मोहनलाल गंज, बछरावां, रायबरेली जं., ऊंचाहार जं., परियावां कलाकांकर रोड, गढ़ी मनिकपुर, लालगोपालगंज एवं फाफामऊ जं. स्टेशन	[382, 273, 935, 294]
train-row: 04066 दिल्ली जं. 23:25 फाफामऊ जं. 14:15 गाजियाबाद, हापुड़, गढ़मुक्तेश्वर, गजरौला जं., अमरोहा, मुरादाबाद, रामपुर, बरेली, शाहजहाँपुर, हरदोई, लखनऊ एवं रायबरेली जं. स्टेशन	[382, 1877, 935, 1898]
article-headline: मेजर बताने वाले युवक पर यौन शोषण और धोखाधड़ी का आरोप, केस दर्ज	[263, 575, 365, 643]
rail-banner	[381, 5, 936, 74]
article-column: विशेषताओं पर चर्चा हुई। उत्सव में भगवान बिरसा मुंडा जनजाति के प्रतीक विषय पर नुक्कड़ नाटक, स्त्री विमर्श में बातें अनकही अनसुनी की प्रस्तुति भी हुई। समाज कल्याण राज्य मंत्री स्वतंत्र प्रभार असीम अरुण ने कार्यक्रम की शुरुआत करते हुए कहा-सामाजिक विषमताओं को दूर करने के लिए दलित, ट्रांसजेण्डर और हाशिये पर रहने वाले समुदायों को मुख्यधारा से जोड़ा जा रहा है। युवा पीढ़ी से ही सामाजिक परिवर्तन और नए समाज का निर्माण सम्भव है। डबल इंजन की सरकार दलित, पिछड़ों के लिए तेजी से काम कर रही है। भागीदारी उत्सव में बलरामपुर से आयीं आशा चौधरी ने बताया कि जंगली घास मूंज से डलिया, पेन स्टैंड और घर को सजाने वाले हाथ से तैयार सामान बनाती हैं। पिछले पांच वर्षों से वह काम कर रही हैं। उनके साथ 15 अन्य महिलाएं भी यह काम कर रही हैं। इस उत्सव में वाराणसी के विनोद कुमार बनारसी साड़ियों का स्टॉल चला रहे हैं। उन्होंने बताया कि विगत 25 वर्षों से वह यह काम कर रहे हैं। हाथ से बनी साड़ियों की खासी मांग है। हाथ से बनी साड़ियों की कीमत 10 हजार रुपये से शुरू होती है।	[254, 1558, 367, 1948]
train-row: 04292 लखनऊ जं. 14:00 प्रयाग 19:55 उतरेटिया, मोहनलाल गंज, बछरावां, रायबरेली जं., ऊंचाहार जं., परियावां कलाकांकर रोड, गढ़ी मनिकपुर, लालगोपालगंज एवं फाफामऊ जं. स्टेशन	[382, 1109, 935, 1130]
train-row: 04210 प्रयागराज संगम 11:15 जौनपुर जं. 14:00 प्रयाग, फाफामऊ जं., फूलपुर, जंघई जं. एवं भड़िंयाहूँ स्टेशन	[382, 978, 935, 991]
highlight-box-title: साइबर ठग गूगल साइट को बना चुके ठगी का अड्डा	[146, 211, 335, 248]
article-column: एफआईआर दर्ज कर मामले की जांच शुरू कर दी है। दूसरे मामले में खुर्रम नगर निवासी शिवेंद्र प्रताप सिंह से क्रेडिट कार्ड की लिमिट बढ़ाने के नाम पर ठगी की गई। उन्होंने तीन फरवरी को ऑनलाइन फोन ऑर्डर किया था। इसके कुछ देर बाद उनके पास एक फोन आया, जिसमें क्रेडिट कार्ड की लिमिट बढ़ाने का झांसा दिया गया। फोन करने वाले ने उन्हें एक लिंक भेजा और उस पर जानकारी भरने को कहा। जैसे ही उन्होंने डिटेल डाली,	[137, 402, 246, 565]
train-row: 04252 अयोध्या कैंट 15:45 प्रयाग 19:55	[382, 307, 935, 320]
rail-table-body	[382, 144, 935, 1924]
train-row: 04205 अयोध्या कैंट 08:45 प्रयागराज संगम 12:15	[382, 1041, 935, 1054]
train-row: 05179 गोरखपुर जं. 10:30 झूंसी जं. 19:50 चौरी चौरा, गौरी बाजार, देवरिया सदर, भटनी जं., सलेमपुर जं., बेलथरा रोड, मऊ जं., औड़िहार जं., वाराणसी सिटी, वाराणसी जं., बनारस, माधोसिंह, ज्ञानपुर रोड एवं हंडिया खास स्टेशन	[382, 1453, 935, 1468]
train-row: 05003 झूंसी जं. 07:45 गोरखपुर जं. 16:25 हंडिया खास, ज्ञानपुर रोड, माधोसिंह, बनारस, वाराणसी जं., वाराणसी सिटी, औड़िहार जं., मऊ जं., बेलथरा रोड, सलेमपुर जं., भटनी जं., देवरिया सदर, गौरी बाजार एवं चौरी चौरा स्टेशन	[382, 768, 935, 798]
train-row: 04315 फाफामऊ जं. 06:30 देहरादून 21:30 रायबरेली जं., लखनऊ जं., बरेली जं., मुरादाबाद जं., नजीबाबाद जं. एवं हरिद्वार जं. स्टेशन	[382, 450, 935, 471]
train-row: 04253 फाफामऊ जं. 11:15 अयोध्या कैंट 14:45 मां बेल्हा देवी धाम प्रतापगढ़ जं. एवं सुल्तानपुर स्टेशन	[382, 319, 935, 332]
article-column: उनके मोबाइल पर ओटीपी आने लगे। कुछ समझ पाते उससे पहले, दस मिनट के भीतर तीन बार पैसे कट गए। पहली बार 12:42 बजे 23,958 रुपये, दूसरी बार 12:43 बजे 3,000 रुपये और तीसरी बार 12:52 बजे 900 रुपये खाते से निकल गए। इंदिरा नगर पुलिस ने पीड़ित की शिकायत पर एफआईआर दर्ज कर साइबर टीम की मदद से मामले की जांच शुरू कर दी है। पुलिस साइबर ठगों तक पहुंचने के लिए बैंक ट्रांजैक्शन और कॉल डिटेल खंगाल रही है।	[252, 403, 368, 567]
article-body: लखनऊ। राजधानी के गुड़ंबा इलाके में रहने वाली एक युवती ने हरियाणा के कुरुक्षेत्र निवासी अमन शर्मा पर यौन शोषण और धोखाधड़ी का आरोप लगाया है। युवती का कहना है कि आरोपी ने खुद को सेना में मेजर बताकर उससे सगाई की, फिर शादी से इनकार कर दिया। इस मामले में युवती ने शुक्रवार को गुड़ंबा थाने में अमन शर्मा, उसकी बहनों, जीजा सुरेंद्र और अन्य परिजनों के खिलाफ केस दर्ज कराया है। मई 2024 में युवती की मुलाकात अमन शर्मा से हुई थी। उस समय आरोपी ने खुद को सेना में मेजर बताया और कहा कि वह लखनऊ कैंट में तैनात है। दोनों के बीच बातचीत बढ़ी और जल्द ही यह रिश्ता प्यार में बदल गया। जब अमन ने शादी की बात कही, तो युवती और उसके परिवार ने इस रिश्ते को स्वीकार कर लिया। सगाई के बाद अमन ने युवती का यौन शोषण किया, लेकिन कुछ समय बाद शादी से इनकार कर दिया। युवती का आरोप है कि जब उसने अमन और उसके परिवार से इस बारे में बात की, तो उसकी बहनों और जीजा सुरेंद्र ने उसे धमकी दी। आरोप है कि उन्होंने जान से मारने और अश्लील तस्वीरें वायरल करने की धमकी देकर युवती को चुप रहने को कहा। पुलिस ने बताया कि केस दर्ज कराया जाएगा और मामले की विधिक प्रक्रिया आगे बढ़ाई जाएगी।	[261, 648, 367, 1091]
train-row: 05159 भटनी जं. 21:00 झूंसी जं. 03:30 पिवकोल, सलेमपुर जं., लार रोड, तुर्तीपार, बेलथरा रोड, गोविंदपुर दुगौली, कीड़िहरापुर, चकरा रोड, इंदारा जं., मऊ जं., दुल्लहपुर, जखनियां, सादात, औड़िहार जं., वाराणसी सिटी, वाराणसी जं., बनारस, माधोसिंह, ज्ञानपुर रोड और हंडिया खास स्टेशन	[382, 1688, 935, 1727]
train-row: 02417 सूबेदारगंज 21:35 दिल्ली जं. 08:55 फतेहपुर, गोविन्दपुरी, इटावा जं., टूण्डला जं. एवं अलीगढ़ जं. स्टेशन	[382, 1255, 935, 1268]
article-column: मीडिया से बातचीत करते हुए उन्होंने कहा कि देश में आजादी से पहले आर्थिक और शैक्षिक भेदभाव था। सबको पढ़ने का अवसर नहीं मिलता था। जीवनयापन कर पाना चुनौती थी। एक तरफ आजादी के लिए संघर्ष चल रहा था दूसरी तरफ सामाजिक असमानता की लड़ाई थी, उस समय बाबा साहब ने सबको अधिकार दिलाने का काम किया। ब्रजेश पाठक ने कहा कि जीवन के हर क्षेत्र में दलितों, पिछड़ों की आगे बढ़ने का पूरा प्रयास किया जिसमें साहित्य भी शामिल है। प्रदेश के समाज कल्याण राज्य मंत्री स्वतंत्र प्रभार असीम अरुण भी इस कार्यक्रम में मौजूद थे। कार्यक्रम में दलित साहित्य की प्रमुख	[128, 1738, 249, 1948]
byline: विश्ववार्ता संवाददाता	[137, 1217, 211, 1229]
website-url[interactable]: www.vishwavarta.com	[260, 54, 362, 65]
train-row: 05129 छपरा 18:30 झूंसी जं. 02:25 सुरेमनपुर, सहतवार, बांसडीह रोड, बलिया, फेफना जं., चित बड़ागांव, करीमुद्दीन पुर, यूसुफपुर, गाज़ीपुर सिटी, नंदगंज, औड़िहार जं., वाराणसी सिटी, वाराणसी जं., बनारस, माधोसिंह, ज्ञानपुर रोड एवं हंडिया खास स्टेशन	[382, 1513, 935, 1543]
train-row: 04407 फाफामऊ जं. 23:30 दिल्ली जं. 13:40 रायबरेली जं., लखनऊ, हरदोई, शाहजहाँपुर, बरेली, रामपुर, मुरादाबाद, अमरोहा, गजरौला, गढ़मुक्तेश्वर, हापुड़ एवं गाजियाबाद स्टेशन	[382, 1856, 935, 1877]
train-row: 04120 प्रयागराज जं. (रिंग रेल) 13:30 प्रयागराज जं. (रिंग रेल) 04:00 प्रयाग, फाफामऊ जं., मऊ आइमा, मां बेल्हा देवी धाम प्रतापगढ़ जं., सुल्तानपुर, अयोध्या कैंट, अयोध्या धाम जं., गोसाईगंज, अकबरपुर, शाहगंज जं., जौनपुर जं., जफराबाद जं., भड़िंयाहूँ, जंघई जं., भदोही, बनारस, माधोसिंह, ज्ञानपुर रोड, हंडिया खास, झूंसी जं. एवं प्रयागराज रामबाग स्टेशन	[382, 1384, 935, 1423]
date-section-row	[382, 958, 935, 978]
train-row: 08792 वाराणसी जं. 10:50 दुर्ग 05:30 चुनार जं., मिर्जापुर, प्रयागराज छिवकी जं., मानिकपुर जं., सतना जं., मैहर, कटनी जं., उमरिया, शहडोल, अनूपपुर जं., पेन्ड्रा रोड, उसलापुर, भाटापारा एवं रायपुर जं. स्टेशन	[382, 471, 935, 501]
x-icon[interactable]: ✕	[862, 2023, 874, 2035]
train-row: 04251 प्रयाग 20:30 अयोध्या कैंट 23:55 फाफामऊ जं., मां बेल्हा देवी धाम प्रतापगढ़ जं. एवं सुल्तानपुर स्टेशन	[382, 294, 935, 307]
train-row: 05185 गोरखपुर जं. 20:30 प्रयागराज रामबाग 05:30 चौरी चौरा, गौरी बाजार, देवरिया सदर, भटनी जं., सलेमपुर जं., बेलथरा रोड, मऊ जं., औड़िहार जं., वाराणसी सिटी, वाराणसी जं., बनारस, माधोसिंह, ज्ञानपुर रोड, हंडिया खास एवं झूंसी जं. स्टेशन	[382, 1483, 935, 1513]
article-headline: नगर निगम सदन में होगा सफाई ठेके पर फैसला	[13, 576, 243, 639]
highlight-box-text: इधर कुछ समय से विभिन्न कंपनियों के कस्टमर केयर नंबरों को गूगल पर सर्च करना भारी पड़ रहा है। साइबर ठग गूगल साइट को एक प्रकार से ठगी का अड्डा बना चुके हैं। साइबर फ्राड करने वालों ने लोगों को ठगने के लिए बड़ी चालाकी से विभिन्न बड़ी कंपनियों के कस्टमर केयर नंबरों में अपना नंबर डाल कर रखा हुआ है। जब कोई कस्टमर या उपभोक्ता कोई भी मदद के लिए किसी कंपनी के कस्टमर केयर नंबरों पर संपर्क करता है, तो वो अनजाने में ठगों के नंबरों पर संपर्क कर रहा होता है। जिसके बाद बड़ी आसानी से साइबर ठग ग्राहक की पूरी डिटेल जानकर उसके खाते को पूरी तरीके से खंगाल लेता है और बेचारा ग्राहक जब तक कुछ समझ पाता है तब तक बहुत देर हो चुकी होती है। गूगल कंपनी भी इस प्रकार की ठगी को रोक पाने में सक्षम नहीं हो पा रही है।	[146, 251, 358, 391]
train-row: 04114 प्रयागराज जं. (रिंग रेल) 17:45 प्रयागराज जं. (रिंग रेल) 08:00	[382, 1364, 935, 1384]
train-row: 04252 अयोध्या कैंट 15:45 प्रयाग 19:55	[382, 1142, 935, 1155]
column-header: स्टेशन से	[431, 118, 542, 144]
train-row: 04201 आलमनगर 19:15 प्रयागराज संगम 23:25	[382, 1016, 935, 1029]
